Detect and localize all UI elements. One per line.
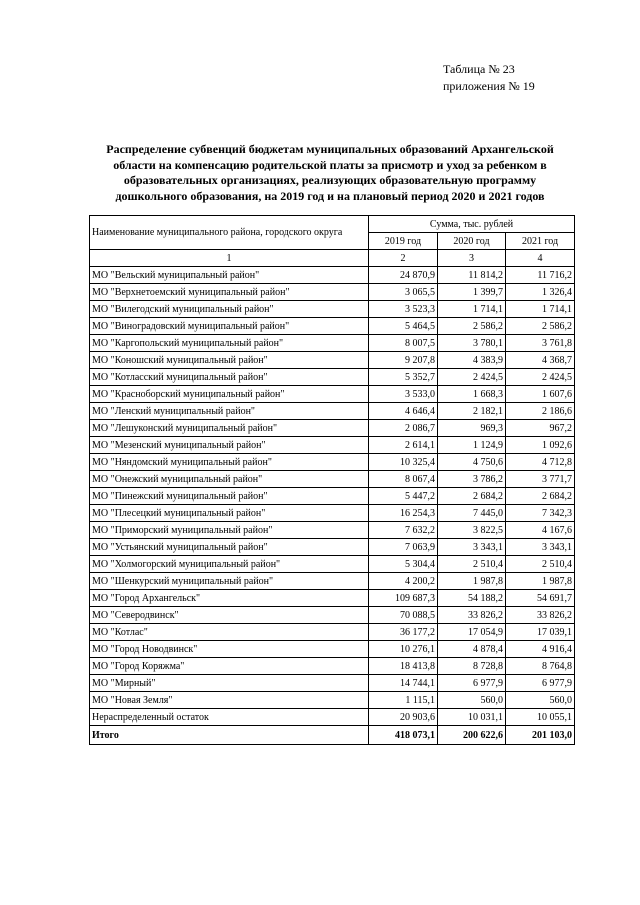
- municipality-name: МО "Мезенский муниципальный район": [90, 437, 369, 454]
- municipality-name: МО "Верхнетоемский муниципальный район": [90, 284, 369, 301]
- table-number: Таблица № 23: [443, 62, 515, 76]
- value-2020: 1 987,8: [438, 573, 506, 590]
- column-number: 3: [438, 250, 506, 267]
- table-row: [90, 573, 575, 590]
- value-2021: 2 424,5: [506, 369, 575, 386]
- table-row: [90, 301, 575, 318]
- value-2021: 4 368,7: [506, 352, 575, 369]
- municipality-name: МО "Приморский муниципальный район": [90, 522, 369, 539]
- value-2020: 3 343,1: [438, 539, 506, 556]
- value-2019: 10 276,1: [369, 641, 438, 658]
- value-2020: 11 814,2: [438, 267, 506, 284]
- municipality-name: МО "Ленский муниципальный район": [90, 403, 369, 420]
- value-2019: 8 067,4: [369, 471, 438, 488]
- table-row: [90, 709, 575, 726]
- table-row: [90, 624, 575, 641]
- value-2021: 7 342,3: [506, 505, 575, 522]
- municipality-name: МО "Новая Земля": [90, 692, 369, 709]
- column-number: 4: [506, 250, 575, 267]
- value-2021: 54 691,7: [506, 590, 575, 607]
- table-row: [90, 522, 575, 539]
- municipality-name: МО "Лешуконский муниципальный район": [90, 420, 369, 437]
- table-row: [90, 267, 575, 284]
- municipality-name: МО "Каргопольский муниципальный район": [90, 335, 369, 352]
- value-2019: 5 464,5: [369, 318, 438, 335]
- value-2021: 4 712,8: [506, 454, 575, 471]
- municipality-name: МО "Мирный": [90, 675, 369, 692]
- value-2019: 36 177,2: [369, 624, 438, 641]
- table-row: [90, 318, 575, 335]
- value-2019: 3 523,3: [369, 301, 438, 318]
- value-2019: 1 115,1: [369, 692, 438, 709]
- value-2020: 1 399,7: [438, 284, 506, 301]
- table-row: [90, 556, 575, 573]
- municipality-name: МО "Город Коряжма": [90, 658, 369, 675]
- value-2020: 6 977,9: [438, 675, 506, 692]
- municipality-name: МО "Город Новодвинск": [90, 641, 369, 658]
- value-2019: 418 073,1: [369, 726, 438, 745]
- value-2019: 8 007,5: [369, 335, 438, 352]
- value-2019: 5 447,2: [369, 488, 438, 505]
- column-number: 2: [369, 250, 438, 267]
- table-row: [90, 369, 575, 386]
- table-row: [90, 352, 575, 369]
- municipality-name: МО "Красноборский муниципальный район": [90, 386, 369, 403]
- document-title: [80, 142, 580, 204]
- column-header-2020: 2020 год: [438, 233, 506, 250]
- value-2021: 2 186,6: [506, 403, 575, 420]
- value-2019: 7 632,2: [369, 522, 438, 539]
- value-2020: 3 780,1: [438, 335, 506, 352]
- municipality-name: Итого: [90, 726, 369, 745]
- municipality-name: МО "Холмогорский муниципальный район": [90, 556, 369, 573]
- value-2021: 1 607,6: [506, 386, 575, 403]
- table-reference: [443, 61, 535, 95]
- column-number-row: [90, 250, 575, 267]
- table-row: [90, 488, 575, 505]
- value-2020: 560,0: [438, 692, 506, 709]
- value-2021: 2 510,4: [506, 556, 575, 573]
- column-header-sum: Сумма, тыс. рублей: [369, 216, 575, 233]
- value-2021: 6 977,9: [506, 675, 575, 692]
- value-2021: 1 092,6: [506, 437, 575, 454]
- municipality-name: МО "Шенкурский муниципальный район": [90, 573, 369, 590]
- municipality-name: МО "Устьянский муниципальный район": [90, 539, 369, 556]
- table-row: [90, 437, 575, 454]
- value-2020: 4 750,6: [438, 454, 506, 471]
- value-2019: 10 325,4: [369, 454, 438, 471]
- table-row: [90, 386, 575, 403]
- value-2019: 109 687,3: [369, 590, 438, 607]
- value-2019: 5 304,4: [369, 556, 438, 573]
- value-2021: 201 103,0: [506, 726, 575, 745]
- value-2019: 4 646,4: [369, 403, 438, 420]
- value-2021: 3 343,1: [506, 539, 575, 556]
- column-number: 1: [90, 250, 369, 267]
- value-2020: 10 031,1: [438, 709, 506, 726]
- value-2021: 560,0: [506, 692, 575, 709]
- value-2020: 2 586,2: [438, 318, 506, 335]
- table-row: [90, 692, 575, 709]
- value-2019: 24 870,9: [369, 267, 438, 284]
- table-row: [90, 539, 575, 556]
- municipality-name: МО "Котласский муниципальный район": [90, 369, 369, 386]
- value-2019: 16 254,3: [369, 505, 438, 522]
- table-row: [90, 454, 575, 471]
- table-row: [90, 284, 575, 301]
- table-row: [90, 471, 575, 488]
- value-2019: 14 744,1: [369, 675, 438, 692]
- value-2021: 1 987,8: [506, 573, 575, 590]
- value-2020: 1 714,1: [438, 301, 506, 318]
- value-2020: 969,3: [438, 420, 506, 437]
- value-2021: 17 039,1: [506, 624, 575, 641]
- value-2021: 3 761,8: [506, 335, 575, 352]
- appendix-number: приложения № 19: [443, 79, 535, 93]
- value-2021: 8 764,8: [506, 658, 575, 675]
- value-2019: 7 063,9: [369, 539, 438, 556]
- value-2021: 11 716,2: [506, 267, 575, 284]
- value-2019: 18 413,8: [369, 658, 438, 675]
- title-line: области на компенсацию родительской платы за присмотр и уход за ребенком в: [113, 157, 547, 172]
- value-2019: 70 088,5: [369, 607, 438, 624]
- value-2021: 2 586,2: [506, 318, 575, 335]
- municipality-name: МО "Плесецкий муниципальный район": [90, 505, 369, 522]
- value-2021: 1 326,4: [506, 284, 575, 301]
- value-2020: 4 383,9: [438, 352, 506, 369]
- municipality-name: МО "Виноградовский муниципальный район": [90, 318, 369, 335]
- value-2021: 10 055,1: [506, 709, 575, 726]
- table-row: [90, 403, 575, 420]
- table-row: [90, 335, 575, 352]
- value-2020: 1 124,9: [438, 437, 506, 454]
- value-2019: 3 533,0: [369, 386, 438, 403]
- value-2021: 4 167,6: [506, 522, 575, 539]
- title-line: Распределение субвенций бюджетам муниципальных образований Архангельской: [106, 142, 554, 156]
- value-2020: 8 728,8: [438, 658, 506, 675]
- table-header-row: [90, 216, 575, 233]
- municipality-name: МО "Пинежский муниципальный район": [90, 488, 369, 505]
- value-2020: 2 684,2: [438, 488, 506, 505]
- table-row: [90, 658, 575, 675]
- column-header-name: Наименование муниципального района, городского округа: [90, 216, 369, 250]
- municipality-name: МО "Онежский муниципальный район": [90, 471, 369, 488]
- title-line: дошкольного образования, на 2019 год и на плановый период 2020 и 2021 годов: [115, 188, 545, 203]
- municipality-name: МО "Вельский муниципальный район": [90, 267, 369, 284]
- value-2020: 4 878,4: [438, 641, 506, 658]
- municipality-name: Нераспределенный остаток: [90, 709, 369, 726]
- value-2019: 5 352,7: [369, 369, 438, 386]
- value-2020: 200 622,6: [438, 726, 506, 745]
- table-row: [90, 607, 575, 624]
- value-2019: 20 903,6: [369, 709, 438, 726]
- municipality-name: МО "Северодвинск": [90, 607, 369, 624]
- value-2019: 3 065,5: [369, 284, 438, 301]
- value-2020: 17 054,9: [438, 624, 506, 641]
- municipality-name: МО "Город Архангельск": [90, 590, 369, 607]
- value-2019: 2 614,1: [369, 437, 438, 454]
- value-2020: 1 668,3: [438, 386, 506, 403]
- value-2021: 4 916,4: [506, 641, 575, 658]
- table-row: [90, 590, 575, 607]
- value-2021: 3 771,7: [506, 471, 575, 488]
- municipality-name: МО "Няндомский муниципальный район": [90, 454, 369, 471]
- municipality-name: МО "Вилегодский муниципальный район": [90, 301, 369, 318]
- value-2021: 33 826,2: [506, 607, 575, 624]
- value-2019: 4 200,2: [369, 573, 438, 590]
- table-row: [90, 641, 575, 658]
- column-header-2021: 2021 год: [506, 233, 575, 250]
- value-2021: 1 714,1: [506, 301, 575, 318]
- value-2020: 33 826,2: [438, 607, 506, 624]
- table-total-row: [90, 726, 575, 745]
- value-2020: 54 188,2: [438, 590, 506, 607]
- value-2020: 7 445,0: [438, 505, 506, 522]
- municipality-name: МО "Коношский муниципальный район": [90, 352, 369, 369]
- value-2020: 3 786,2: [438, 471, 506, 488]
- value-2021: 967,2: [506, 420, 575, 437]
- table-row: [90, 420, 575, 437]
- table-row: [90, 675, 575, 692]
- value-2021: 2 684,2: [506, 488, 575, 505]
- value-2019: 9 207,8: [369, 352, 438, 369]
- table-row: [90, 505, 575, 522]
- value-2020: 2 510,4: [438, 556, 506, 573]
- value-2019: 2 086,7: [369, 420, 438, 437]
- value-2020: 2 182,1: [438, 403, 506, 420]
- title-line: образовательных организациях, реализующих образовательную программу: [123, 173, 537, 187]
- value-2020: 2 424,5: [438, 369, 506, 386]
- municipality-name: МО "Котлас": [90, 624, 369, 641]
- column-header-2019: 2019 год: [369, 233, 438, 250]
- value-2020: 3 822,5: [438, 522, 506, 539]
- subvention-table: [89, 215, 575, 745]
